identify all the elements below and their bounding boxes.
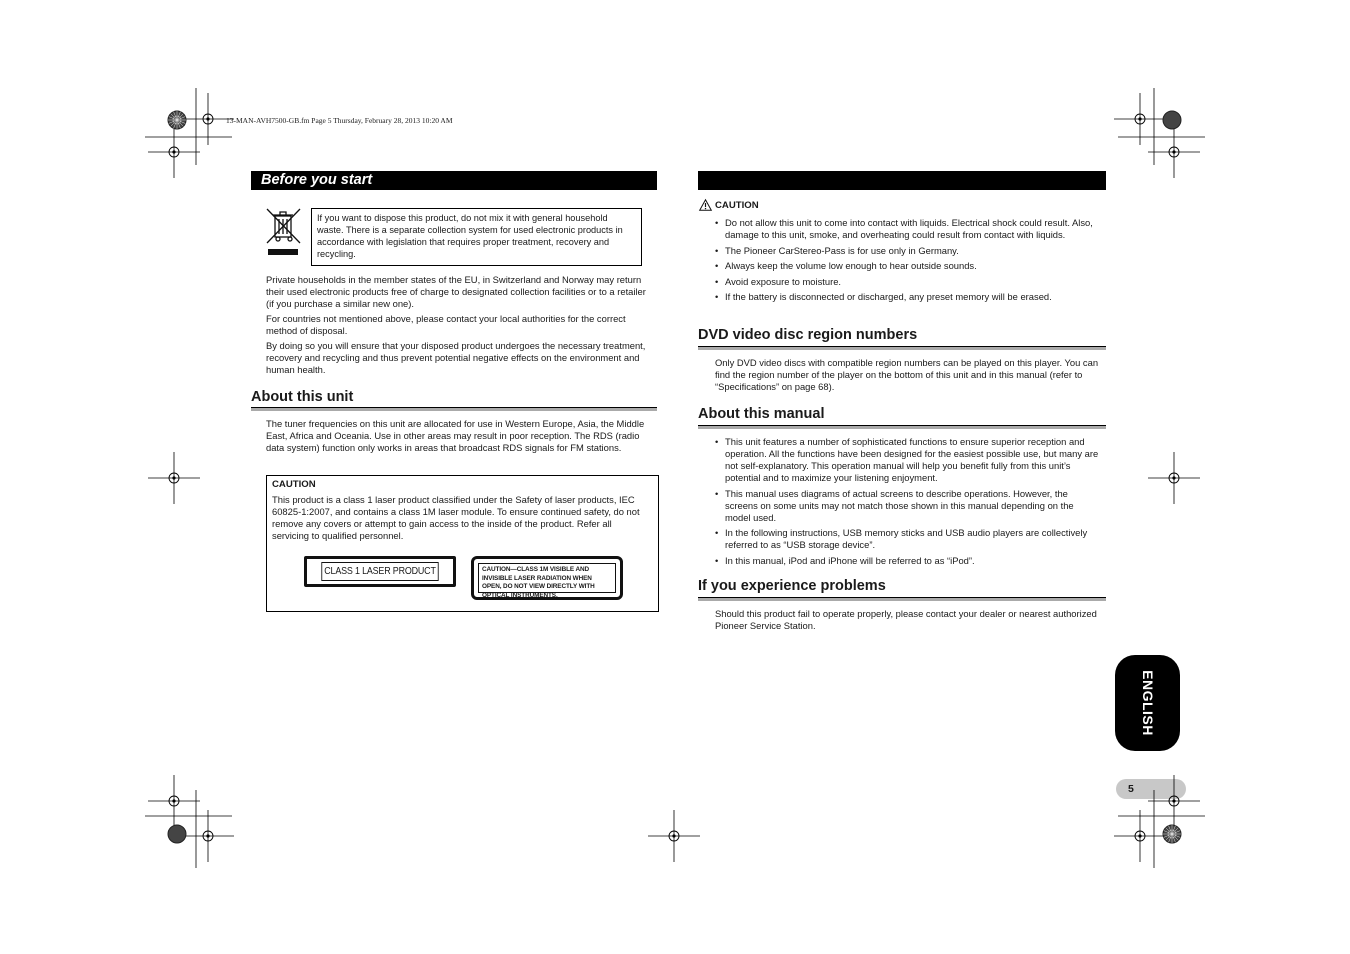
list-item: • If the battery is disconnected or discharged, any preset memory will be erased. [715, 291, 1099, 303]
dvd-region-heading: DVD video disc region numbers [698, 327, 918, 343]
list-item: • Do not allow this unit to come into contact with liquids. Electrical shock could result. Also, damage to this unit, smoke, and overheating could result from contact with liquids. [715, 217, 1099, 241]
about-manual-heading: About this manual [698, 406, 825, 422]
list-item: • The Pioneer CarStereo-Pass is for use only in Germany. [715, 245, 1099, 257]
page-number: 5 [1128, 783, 1134, 795]
laser-caution-title: CAUTION [272, 479, 316, 490]
caution-title: CAUTION [715, 200, 759, 211]
problems-heading: If you experience problems [698, 578, 886, 594]
list-item: • Avoid exposure to moisture. [715, 276, 1099, 288]
class1m-caution-label-text: CAUTION—CLASS 1M VISIBLE AND INVISIBLE LASER RADIATION WHEN OPEN, DO NOT VIEW DIRECTLY WITH OPTICAL INSTRUMENTS. [478, 563, 616, 593]
dvd-region-text: Only DVD video discs with compatible region numbers can be played on this player. You can find the region number of the player on the bottom of this unit and in this manual (refer to “Specifications” on page 68). [715, 357, 1099, 392]
list-item: • In the following instructions, USB memory sticks and USB audio players are collectively referred to as “USB storage device”. [715, 527, 1099, 551]
laser-caution-text: This product is a class 1 laser product classified under the Safety of laser products, IEC 60825-1:2007, and contains a class 1M laser module. To ensure continued safety, do not remove any covers or attempt to gain access to the inside of the product. Refer all servicing to qualified personnel. [272, 494, 640, 541]
file-header: 13-MAN-AVH7500-GB.fm Page 5 Thursday, February 28, 2013 10:20 AM [226, 116, 453, 125]
problems-text: Should this product fail to operate properly, please contact your dealer or nearest authorized Pioneer Service Station. [715, 608, 1097, 631]
list-item: • This unit features a number of sophisticated functions to ensure superior reception and operation. All the functions have been designed for the easiest possible use, but many are not self-explanatory. This operation manual will help you benefit fully from this unit’s potential and to maximize your listening enjoyment. [715, 436, 1099, 484]
class1-laser-label-text: CLASS 1 LASER PRODUCT [321, 562, 438, 581]
section-title: Before you start [261, 172, 373, 188]
list-item: • This manual uses diagrams of actual screens to describe operations. However, the screens on some units may not match those shown in this manual depending on the model used. [715, 488, 1099, 524]
about-unit-text: The tuner frequencies on this unit are allocated for use in Western Europe, Asia, the Middle East, Africa and Oceania. Use in other areas may result in poor reception. The RDS (radio data system) function only works in areas that broadcast RDS signals for FM stations. [266, 418, 645, 453]
disposal-paragraph: For countries not mentioned above, please contact your local authorities for the correct method of disposal. [266, 313, 626, 336]
language-tab-label: ENGLISH [1139, 670, 1156, 736]
list-item: • Always keep the volume low enough to hear outside sounds. [715, 260, 1099, 272]
disposal-paragraph: By doing so you will ensure that your disposed product undergoes the necessary treatment, recovery and recycling and thus prevent potential negative effects on the environment and human health. [266, 340, 646, 375]
disposal-paragraph: Private households in the member states of the EU, in Switzerland and Norway may return their used electronic products free of charge to designated collection facilities or to a retailer (if you purchase a similar new one). [266, 274, 646, 309]
list-item: • In this manual, iPod and iPhone will be referred to as “iPod”. [715, 555, 1099, 567]
about-unit-heading: About this unit [251, 389, 354, 405]
disposal-notice-text: If you want to dispose this product, do not mix it with general household waste. There is a separate collection system for used electronic products in accordance with legislation that requires proper treatment, recovery and recycling. [317, 213, 623, 259]
